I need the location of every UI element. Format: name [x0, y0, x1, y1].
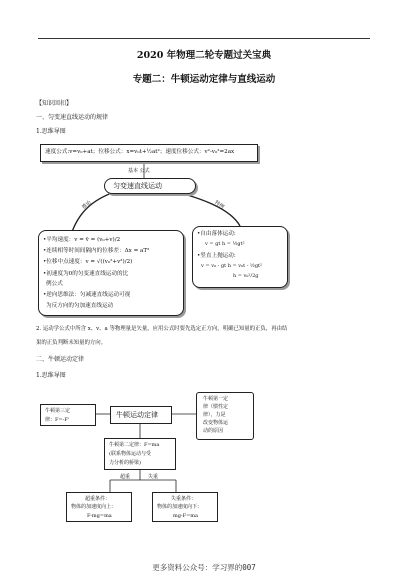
weightless-box	[152, 492, 218, 522]
inference-label: 推论	[81, 199, 93, 211]
weightless-text: 物体的加速度向下：	[157, 504, 203, 510]
first-law-text: 改变物体运	[203, 420, 229, 426]
weightless-label: 失重	[148, 474, 159, 480]
overweight-text: F-mg=ma	[87, 513, 112, 519]
special-case-label: 特例	[213, 199, 225, 211]
paragraph-line: 2. 运动学公式中所含 x、v、a 等物理量是矢量，应用公式时要先选定正方向，明确已知量的正负，再由结	[36, 326, 288, 332]
special-item: v = gt h = ½gt²	[205, 241, 245, 247]
footer-note: 更多资料公众号：学习界的007	[152, 563, 256, 572]
special-item: •竖直上抛运动:	[197, 253, 236, 259]
section-recall: 【知识回扣】	[36, 100, 73, 107]
overweight-label: 超重	[120, 474, 131, 480]
inference-item: •连续相等时间间隔内的位移差：Δx = aT²	[43, 248, 150, 254]
section-subheading-1: 1.思维导图	[36, 128, 66, 135]
first-law-text: 牛顿第一定	[203, 396, 229, 402]
third-law-box	[40, 404, 96, 426]
formula-text: 速度公式:v=v₀+at；位移公式：x=v₀t+½at²；速度位移公式：v²-v₀²=2ax	[45, 149, 235, 155]
section-subheading-2: 1.思维导图	[36, 372, 66, 379]
first-law-box	[196, 392, 254, 440]
first-law-text: 律（惯性定	[203, 404, 229, 410]
first-law-text: 律），力是	[203, 412, 226, 418]
special-item: h = v₀²/2g	[233, 273, 259, 279]
inference-item: •平均速度：v = v̄ = (v₀+v)/2	[43, 237, 121, 243]
center-node-label: 匀变速直线运动	[113, 182, 162, 190]
overweight-box	[66, 492, 132, 522]
overweight-text: 物体的加速度向上：	[71, 504, 117, 510]
inference-item: 例公式	[46, 281, 63, 287]
inference-item: •初速度为0的匀变速直线运动的比	[43, 271, 129, 277]
weightless-text: mg-F=ma	[173, 513, 199, 519]
center-node-label: 牛顿运动定律	[116, 411, 158, 419]
second-law-text: 力分析的桥梁)	[109, 460, 141, 466]
inference-box	[38, 230, 184, 316]
inference-item: 为反方向的匀加速直线运动	[46, 303, 114, 309]
first-law-text: 动的原因	[203, 428, 224, 434]
special-case-box	[192, 226, 288, 288]
second-law-box	[104, 438, 176, 470]
section-heading-1: 一、匀变速直线运动的规律	[36, 114, 109, 121]
third-law-text: 牛顿第三定	[45, 408, 71, 414]
overweight-text: 超重条件：	[85, 496, 111, 502]
basic-formula-label: 基本 公式	[128, 168, 150, 174]
paragraph-line: 果的正负判断未知量的方向。	[36, 340, 107, 346]
second-law-text: 牛顿第二定律：F=ma	[109, 442, 160, 448]
mindmap1-center-node	[104, 178, 196, 194]
special-item: •自由落体运动:	[197, 231, 236, 237]
inference-item: •位移中点速度：v = √((v₀²+v²)/2)	[43, 259, 133, 265]
formula-bar	[40, 144, 258, 162]
document-title: 2020 年物理二轮专题过关宝典	[136, 50, 272, 61]
weightless-text: 失重条件：	[171, 496, 197, 502]
mindmap2-center-node	[110, 406, 172, 424]
inference-item: •逆向思维法：匀减速直线运动可视	[43, 292, 131, 298]
section-heading-2: 二、牛顿运动定律	[36, 356, 85, 363]
second-law-text: (联系物体运动与受	[109, 451, 151, 457]
third-law-text: 律：F=-F'	[45, 417, 70, 423]
document-subtitle: 专题二：牛顿运动定律与直线运动	[132, 74, 276, 85]
special-item: v = v₀ - gt h = v₀t - ½gt²	[201, 263, 263, 269]
